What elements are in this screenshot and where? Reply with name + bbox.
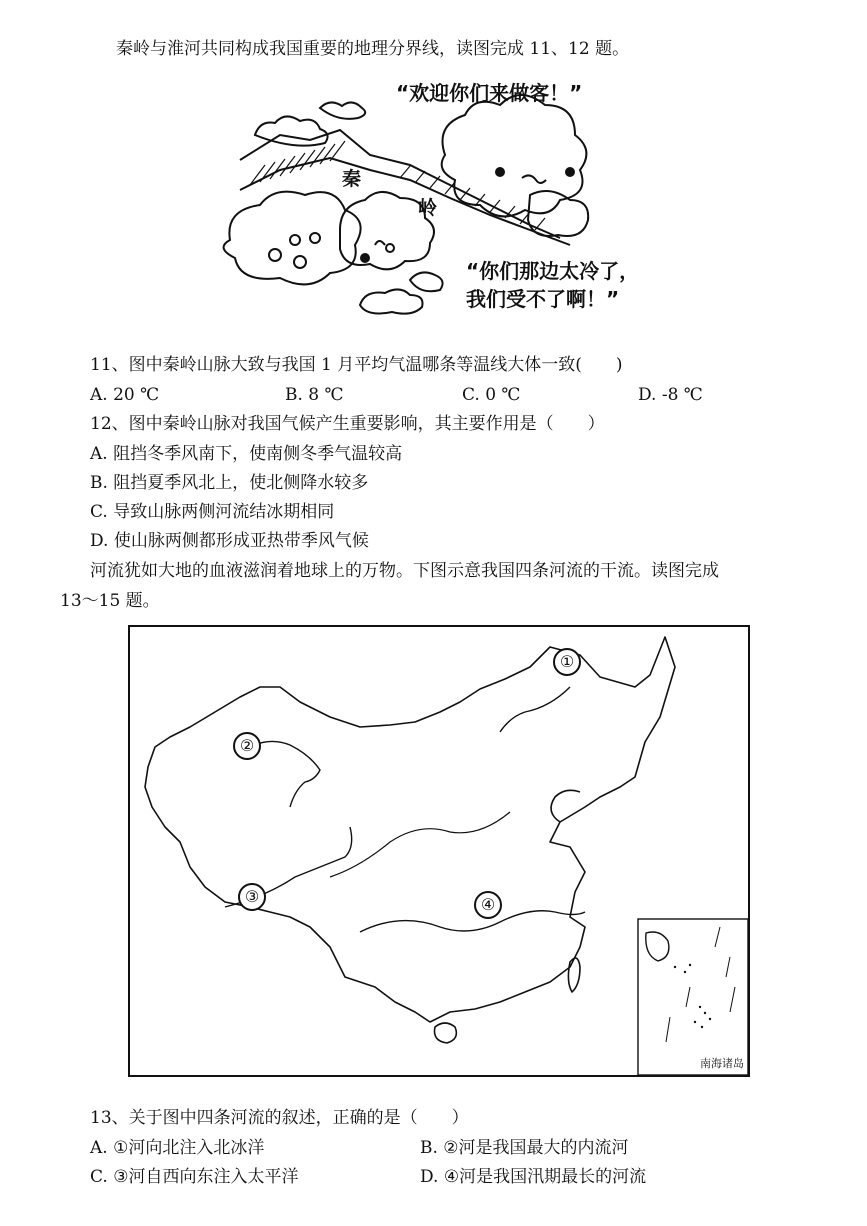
q12-option-d: D. 使山脉两侧都形成亚热带季风气候	[90, 531, 369, 551]
q11-option-d: D. -8 ℃	[638, 385, 703, 405]
china-rivers-map	[128, 625, 750, 1077]
mountain-label-ling: 岭	[418, 197, 438, 219]
q11-option-c: C. 0 ℃	[462, 385, 521, 405]
q12-option-c: C. 导致山脉两侧河流结冰期相同	[90, 502, 335, 522]
q13-option-b: B. ②河是我国最大的内流河	[420, 1138, 629, 1158]
china-outline	[130, 627, 748, 1075]
river-marker-4: ④	[474, 891, 502, 919]
q13-stem: 13、关于图中四条河流的叙述，正确的是（ ）	[90, 1108, 469, 1128]
q13-option-c: C. ③河自西向东注入太平洋	[90, 1167, 299, 1187]
speech-bubble-bottom-line1: “你们那边太冷了，	[466, 259, 640, 283]
q11-option-a: A. 20 ℃	[90, 385, 160, 405]
mountain-label-qin: 秦	[342, 168, 362, 190]
q13-option-d: D. ④河是我国汛期最长的河流	[420, 1167, 647, 1187]
river-marker-1: ①	[553, 648, 581, 676]
q12-option-a: A. 阻挡冬季风南下，使南侧冬季气温较高	[90, 444, 403, 464]
q12-stem: 12、图中秦岭山脉对我国气候产生重要影响，其主要作用是（ ）	[90, 414, 605, 434]
intro-text-13-15-line1: 河流犹如大地的血液滋润着地球上的万物。下图示意我国四条河流的干流。读图完成	[90, 561, 719, 581]
q11-option-b: B. 8 ℃	[285, 385, 344, 405]
q11-stem: 11、图中秦岭山脉大致与我国 1 月平均气温哪条等温线大体一致( )	[90, 355, 623, 375]
q13-option-a: A. ①河向北注入北冰洋	[90, 1138, 265, 1158]
speech-bubble-top: “欢迎你们来做客！”	[396, 81, 583, 105]
intro-text-13-15-line2: 13～15 题。	[60, 591, 160, 611]
intro-text-11-12: 秦岭与淮河共同构成我国重要的地理分界线，读图完成 11、12 题。	[116, 39, 630, 59]
q12-option-b: B. 阻挡夏季风北上，使北侧降水较多	[90, 473, 369, 493]
river-marker-2: ②	[233, 732, 261, 760]
inset-label-south-china-sea-islands: 南海诸岛	[700, 1057, 744, 1070]
speech-bubble-bottom-line2: 我们受不了啊！”	[466, 287, 620, 311]
river-marker-3: ③	[238, 883, 266, 911]
